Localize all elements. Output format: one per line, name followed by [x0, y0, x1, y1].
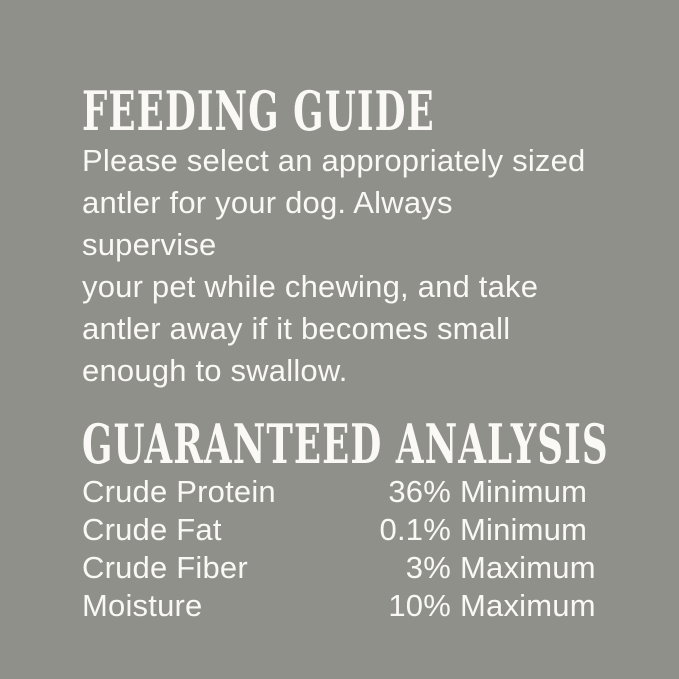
- nutrient-qualifier: Minimum: [460, 512, 588, 547]
- nutrient-qualifier: Minimum: [460, 474, 588, 509]
- nutrient-value: [379, 473, 588, 511]
- nutrient-label: Moisture: [82, 588, 203, 623]
- feeding-guide-body: [82, 140, 588, 392]
- table-row: [82, 473, 588, 511]
- nutrient-qualifier: Maximum: [460, 588, 596, 623]
- nutrient-percent: 36%: [388, 474, 451, 509]
- guaranteed-analysis-table: [82, 473, 596, 625]
- feeding-guide-body-line: enough to swallow.: [82, 353, 348, 388]
- table-row: [82, 587, 596, 625]
- nutrient-label: Crude Protein: [82, 474, 276, 509]
- feeding-guide-body-line: Please select an appropriately sized: [82, 143, 586, 178]
- nutrient-value: [379, 587, 596, 625]
- table-row: [82, 549, 596, 587]
- nutrient-value: [379, 549, 596, 587]
- feeding-guide-body-line: antler away if it becomes small: [82, 311, 511, 346]
- nutrient-qualifier: Maximum: [460, 550, 596, 585]
- nutrient-percent: 10%: [388, 588, 451, 623]
- nutrient-label: Crude Fiber: [82, 550, 248, 585]
- nutrient-value: [379, 511, 588, 549]
- feeding-guide-body-line: antler for your dog. Always supervise: [82, 185, 453, 262]
- table-row: [82, 511, 588, 549]
- nutrient-percent: 3%: [405, 550, 451, 585]
- nutrient-label: Crude Fat: [82, 512, 222, 547]
- nutrient-percent: 0.1%: [379, 512, 451, 547]
- feeding-guide-title: FEEDING GUIDE: [82, 79, 435, 143]
- feeding-guide-body-line: your pet while chewing, and take: [82, 269, 539, 304]
- guaranteed-analysis-title: GUARANTEED ANALYSIS: [82, 412, 609, 476]
